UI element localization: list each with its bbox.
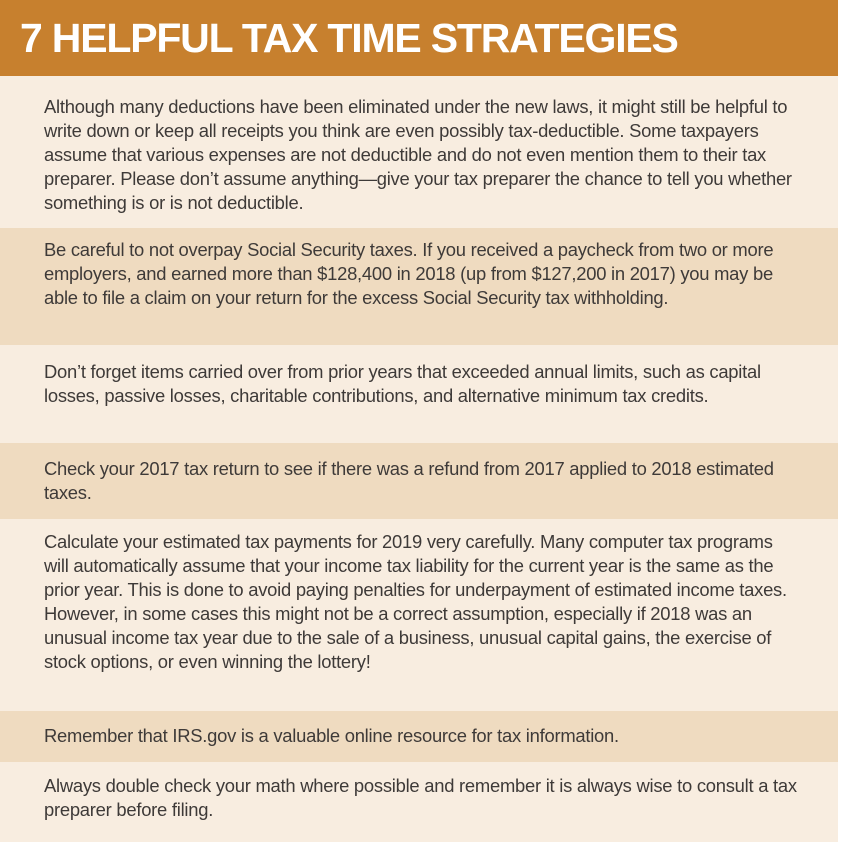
tip-text-2: Be careful to not overpay Social Security taxes. If you received a paycheck from two or more employers, and earned more than $128,400 in 2018 (up from $127,200 in 2017) you may be able to file a claim on your return for the excess Social Security tax withholding.: [44, 239, 774, 308]
tip-row-7: [0, 762, 838, 842]
tip-text-1: Although many deductions have been eliminated under the new laws, it might still be helpful to write down or keep all receipts you think are even possibly tax-deductible. Some taxpayers assume that various expenses are not deductible and do not even mention them to their tax preparer. Please don’t assume anything—give your tax preparer the chance to tell you whether something is or is not deductible.: [44, 96, 792, 213]
tip-row-1: [0, 76, 838, 228]
tip-text-6: Remember that IRS.gov is a valuable online resource for tax information.: [44, 725, 619, 746]
tip-row-4: [0, 443, 838, 519]
title-banner: [0, 0, 838, 76]
tip-row-3: [0, 345, 838, 443]
tip-text-4: Check your 2017 tax return to see if there was a refund from 2017 applied to 2018 estimated taxes.: [44, 458, 774, 503]
tip-text-3: Don’t forget items carried over from prior years that exceeded annual limits, such as capital losses, passive losses, charitable contributions, and alternative minimum tax credits.: [44, 361, 761, 406]
tip-row-2: [0, 228, 838, 345]
tip-row-5: [0, 519, 838, 711]
tip-text-7: Always double check your math where possible and remember it is always wise to consult a tax preparer before filing.: [44, 775, 797, 820]
tip-row-6: [0, 711, 838, 762]
tip-text-5: Calculate your estimated tax payments for 2019 very carefully. Many computer tax programs will automatically assume that your income tax liability for the current year is the same as the prior year. This is done to avoid paying penalties for underpayment of estimated income taxes. However, in some cases this might not be a correct assumption, especially if 2018 was an unusual income tax year due to the sale of a business, unusual capital gains, the exercise of stock options, or even winning the lottery!: [44, 531, 787, 672]
page-title: 7 HELPFUL TAX TIME STRATEGIES: [20, 15, 678, 61]
